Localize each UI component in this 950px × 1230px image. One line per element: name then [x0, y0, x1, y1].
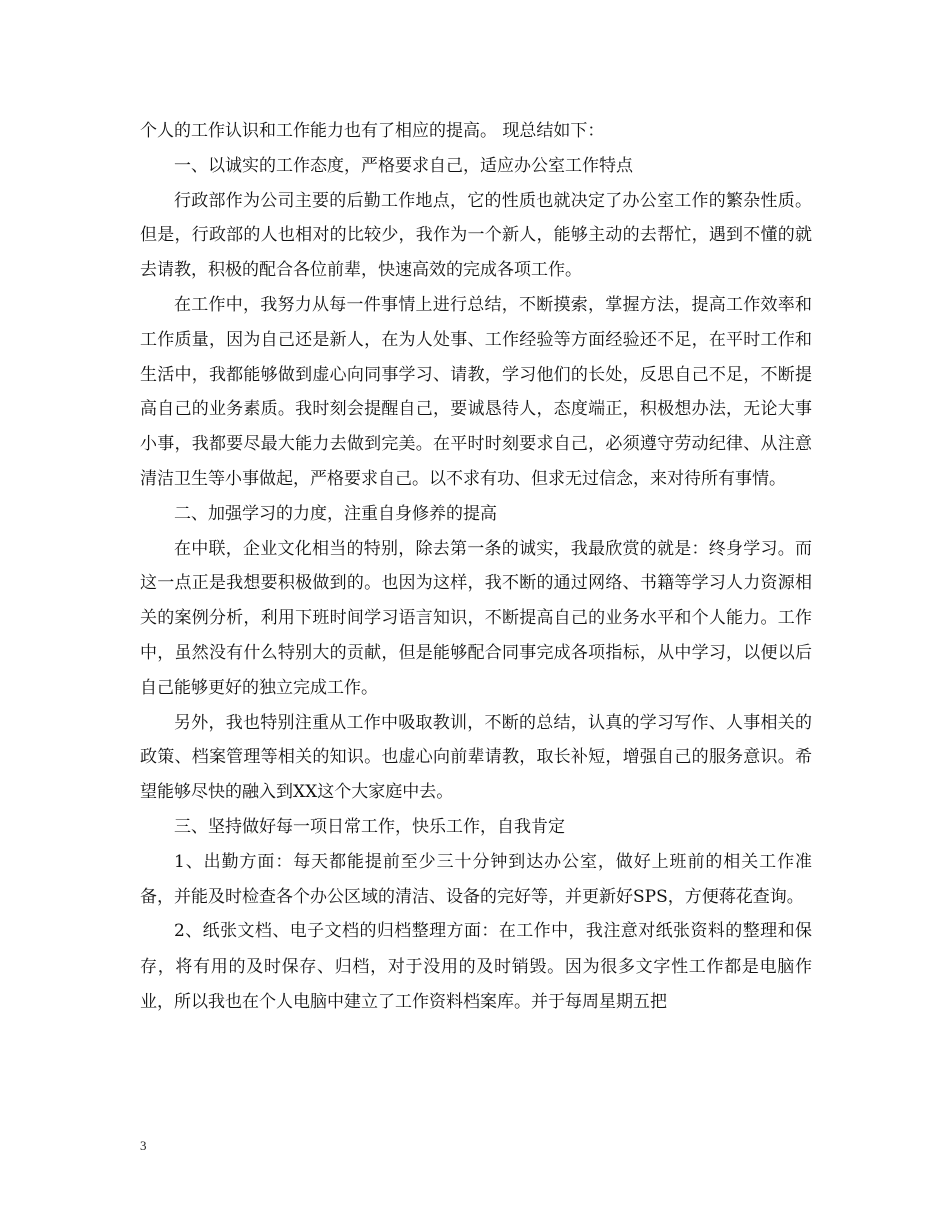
document-body: [140, 114, 812, 1021]
paragraph: 另外，我也特别注重从工作中吸取教训，不断的总结，认真的学习写作、人事相关的政策、档案管理等相关的知识。也虚心向前辈请教，取长补短，增强自己的服务意识。希望能够尽快的融入到XX这个大家庭中去。: [140, 712, 812, 803]
paragraph: 在中联，企业文化相当的特别，除去第一条的诚实，我最欣赏的就是：终身学习。而这一点正是我想要积极做到的。也因为这样，我不断的通过网络、书籍等学习人力资源相关的案例分析，利用下班时间学习语言知识，不断提高自己的业务水平和个人能力。工作中，虽然没有什么特别大的贡献，但是能够配合同事完成各项指标，从中学习，以便以后自己能够更好的独立完成工作。: [140, 538, 812, 698]
page-number: 3: [140, 1138, 147, 1153]
section-heading-2: 二、加强学习的力度，注重自身修养的提高: [174, 503, 497, 524]
paragraph: 行政部作为公司主要的后勤工作地点，它的性质也就决定了办公室工作的繁杂性质。但是，行政部的人也相对的比较少，我作为一个新人，能够主动的去帮忙，遇到不懂的就去请教，积极的配合各位前辈，快速高效的完成各项工作。: [140, 190, 812, 281]
paragraph: 2、纸张文档、电子文档的归档整理方面：在工作中，我注意对纸张资料的整理和保存，将有用的及时保存、归档，对于没用的及时销毁。因为很多文字性工作都是电脑作业，所以我也在个人电脑中建立了工作资料档案库。并于每周星期五把: [140, 921, 812, 1013]
section-heading-1: 一、以诚实的工作态度，严格要求自己，适应办公室工作特点: [174, 155, 633, 176]
paragraph: 在工作中，我努力从每一件事情上进行总结，不断摸索，掌握方法，提高工作效率和工作质量，因为自己还是新人，在为人处事、工作经验等方面经验还不足，在平时工作和生活中，我都能够做到虚心向同事学习、请教，学习他们的长处，反思自己不足，不断提高自己的业务素质。我时刻会提醒自己，要诚恳待人，态度端正，积极想办法，无论大事小事，我都要尽最大能力去做到完美。在平时时刻要求自己，必须遵守劳动纪律、从注意清洁卫生等小事做起，严格要求自己。以不求有功、但求无过信念，来对待所有事情。: [140, 294, 812, 489]
section-heading-3: 三、坚持做好每一项日常工作，快乐工作，自我肯定: [174, 816, 565, 837]
paragraph: 1、出勤方面：每天都能提前至少三十分钟到达办公室，做好上班前的相关工作准备，并能及时检查各个办公区域的清洁、设备的完好等，并更新好SPS，方便蒋花查询。: [140, 851, 812, 907]
paragraph-intro: 个人的工作认识和工作能力也有了相应的提高。 现总结如下：: [140, 121, 605, 141]
